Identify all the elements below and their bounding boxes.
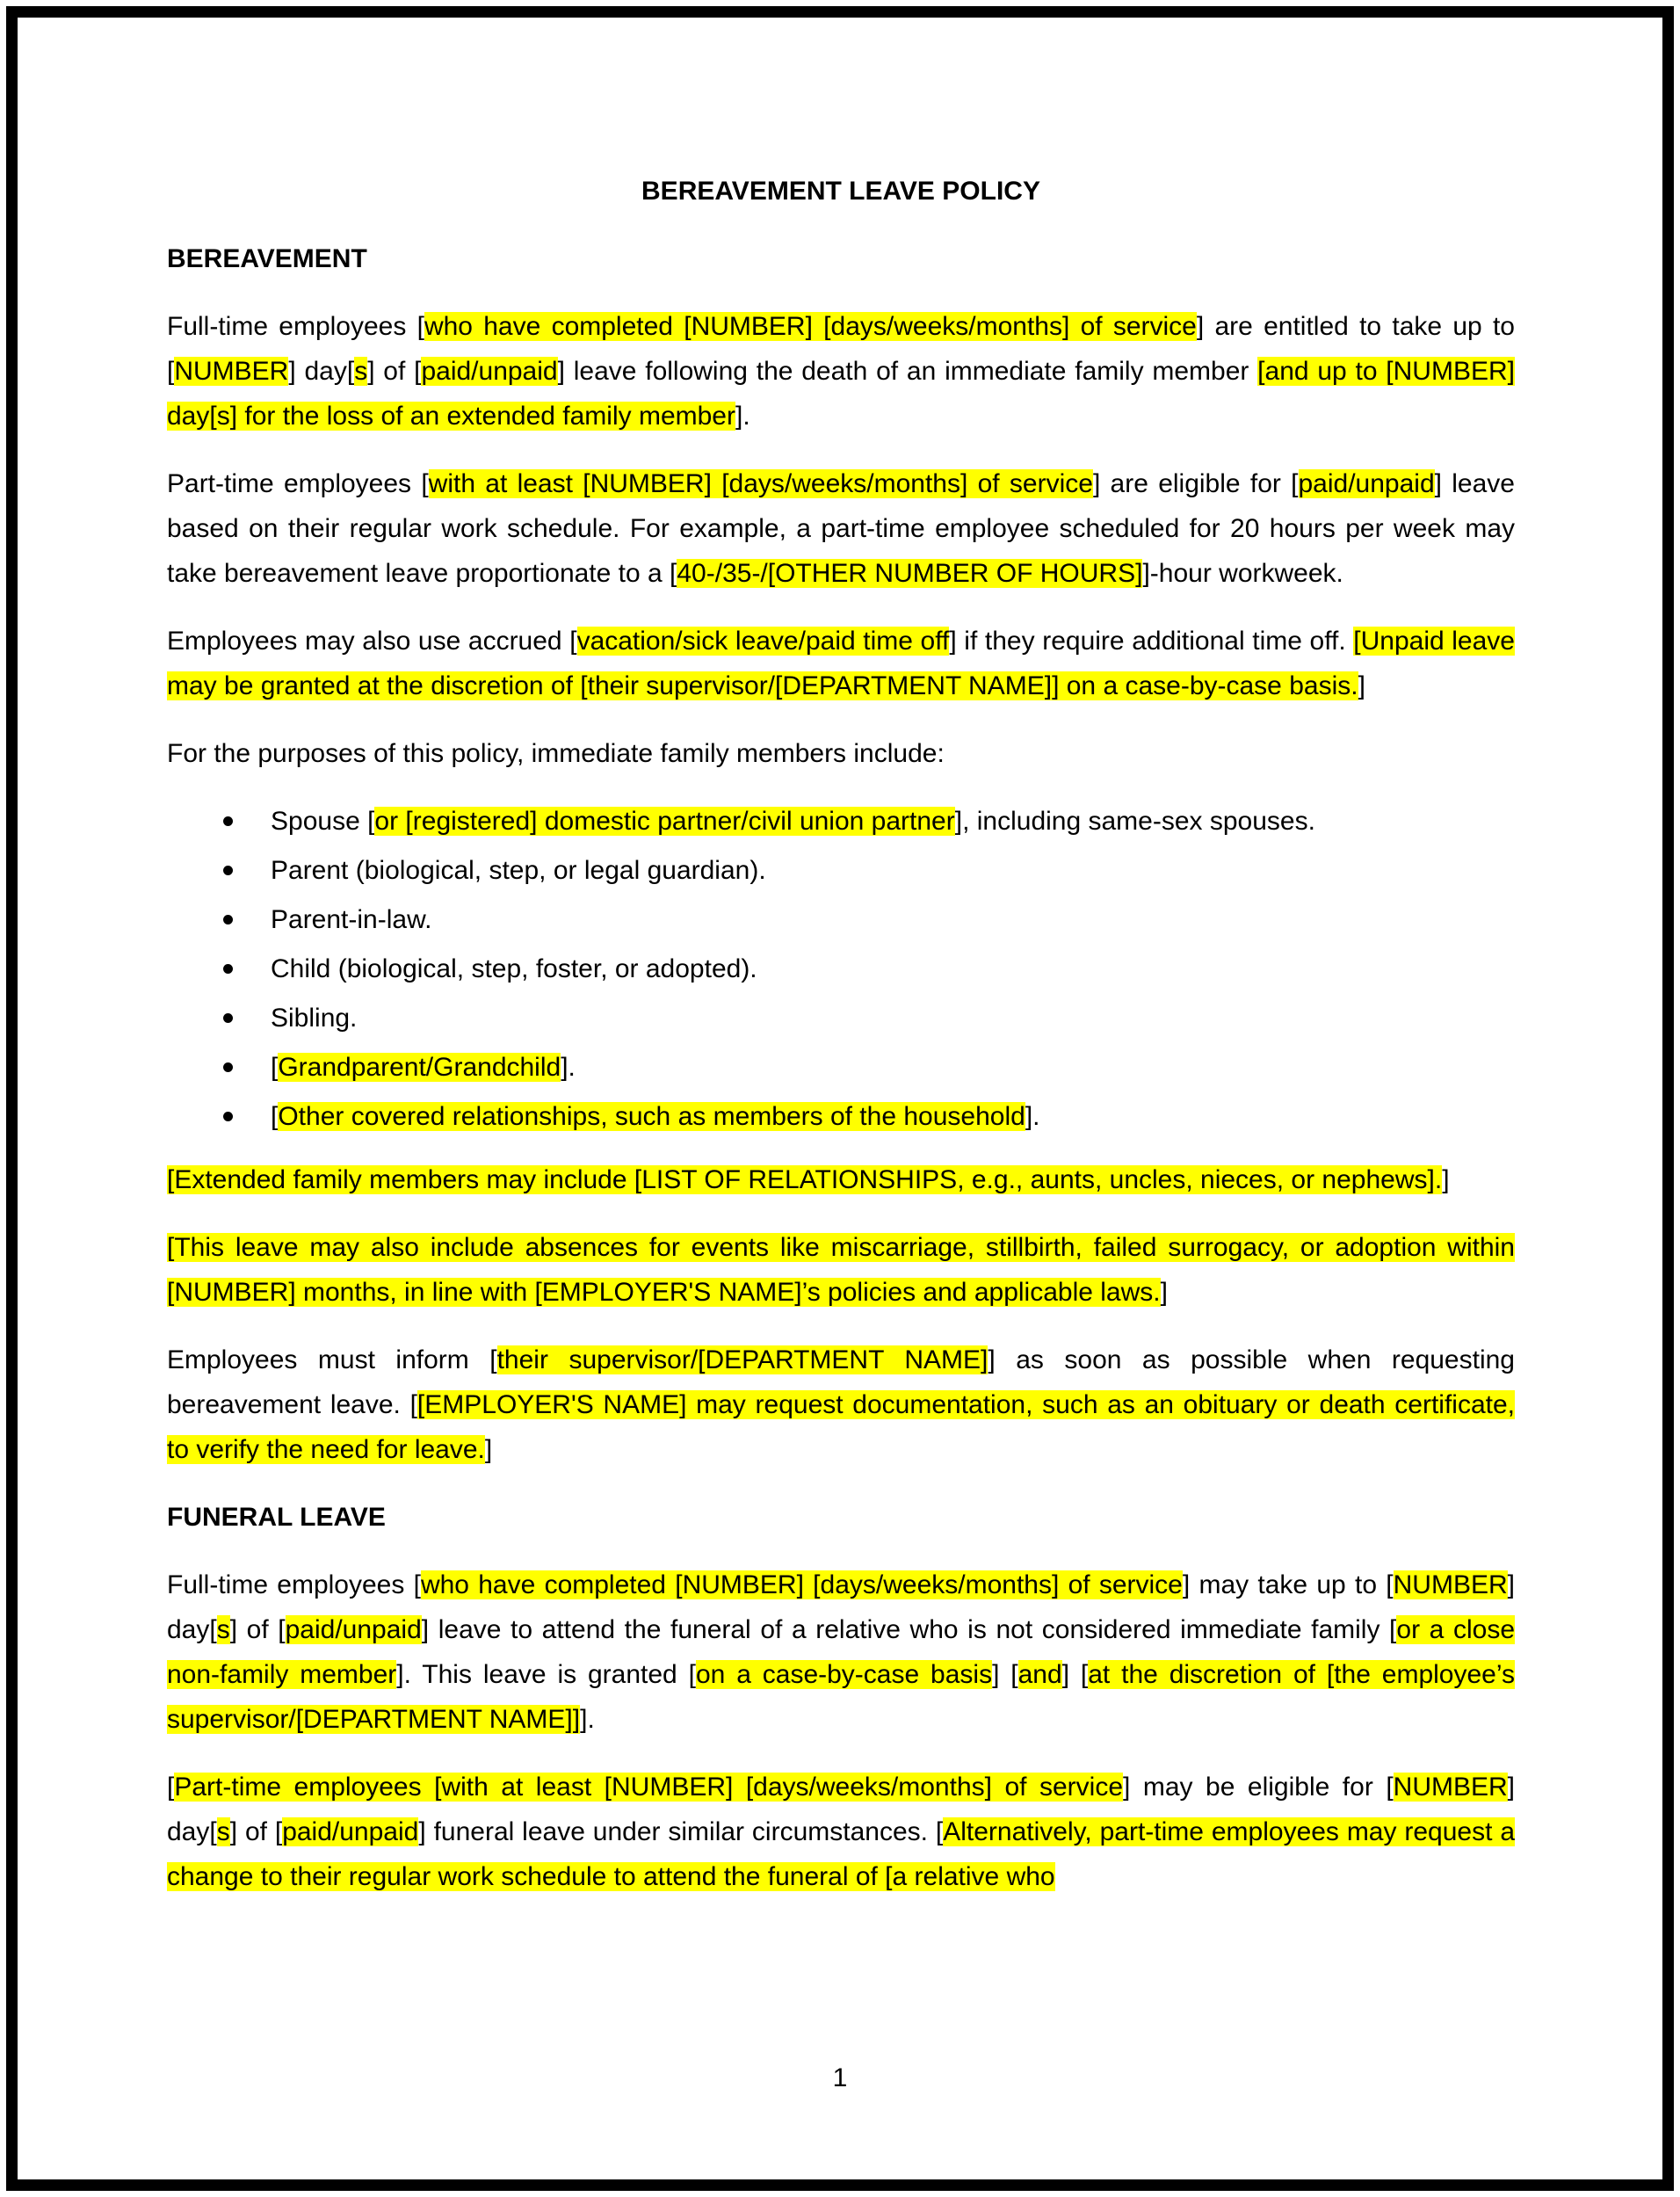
text-run: BEREAVEMENT (167, 244, 367, 273)
highlighted-placeholder: or a close non-family member (167, 1615, 1516, 1689)
highlighted-placeholder: Alternatively, part-time employees may request a change to their regular work schedule to attend the funeral of [a relative who (167, 1817, 1516, 1891)
text-run: Full-time employees [ (167, 1570, 421, 1599)
text-run: ]. (735, 402, 750, 431)
text-run: ] are entitled to take up to [ (167, 312, 1515, 386)
section-heading-bereavement (167, 236, 1515, 281)
text-run: ] if they require additional time off. (949, 627, 1354, 656)
immediate-family-list (167, 799, 1515, 1139)
text-run: ]. This leave is granted [ (396, 1660, 696, 1689)
text-run: Spouse [ (271, 807, 375, 836)
highlighted-placeholder: with at least [NUMBER] [days/weeks/months] of service (428, 469, 1093, 498)
paragraph-fulltime-entitlement (167, 304, 1515, 439)
text-run: ] as soon as possible when requesting bereavement leave. [ (167, 1345, 1515, 1419)
paragraph-miscarriage-events (167, 1225, 1515, 1315)
highlighted-placeholder: paid/unpaid (1298, 469, 1435, 498)
highlighted-placeholder: paid/unpaid (282, 1817, 419, 1846)
text-run: ] of [ (367, 357, 422, 386)
text-run: Employees may also use accrued [ (167, 627, 577, 656)
highlighted-placeholder: who have completed [NUMBER] [days/weeks/months] of service (424, 312, 1197, 341)
text-run: ] of [ (229, 1615, 286, 1644)
text-run: ] of [ (229, 1817, 283, 1846)
text-run: ] (1358, 671, 1365, 700)
highlighted-placeholder: [This leave may also include absences for events like miscarriage, stillbirth, failed surrogacy, or adoption within [NUMBER] months, in line with [EMPLOYER'S NAME]’s policies and applicable laws. (167, 1233, 1515, 1307)
text-run: ] [ (1061, 1660, 1089, 1689)
list-item (167, 1094, 1515, 1139)
list-item (167, 1045, 1515, 1090)
highlighted-placeholder: and (1017, 1660, 1062, 1689)
bullet-icon (223, 1013, 233, 1023)
paragraph-funeral-parttime (167, 1765, 1515, 1899)
page-number: 1 (832, 2063, 848, 2092)
highlighted-placeholder: s (216, 1817, 230, 1846)
text-run: ] (484, 1435, 493, 1464)
text-run: Employees must inform [ (167, 1345, 497, 1374)
paragraph-notification (167, 1338, 1515, 1472)
highlighted-placeholder: paid/unpaid (285, 1615, 422, 1644)
highlighted-placeholder: who have completed [NUMBER] [days/weeks/months] of service (420, 1570, 1183, 1599)
highlighted-placeholder: [EMPLOYER'S NAME] may request documentation, such as an obituary or death certificate, to verify the need for leave. (167, 1390, 1516, 1464)
text-run: ] leave to attend the funeral of a relative who is not considered immediate family [ (421, 1615, 1397, 1644)
highlighted-placeholder: paid/unpaid (421, 357, 558, 386)
highlighted-placeholder: vacation/sick leave/paid time off (576, 627, 950, 656)
text-run: Parent (biological, step, or legal guardian). (271, 856, 766, 885)
text-run: ] may take up to [ (1182, 1570, 1394, 1599)
text-run: ] leave based on their regular work schedule. For example, a part-time employee scheduled for 20 hours per week may take bereavement leave proportionate to a [ (167, 469, 1515, 588)
section-heading-funeral-leave (167, 1495, 1515, 1540)
highlighted-placeholder: NUMBER (1393, 1773, 1508, 1802)
text-run: Full-time employees [ (167, 312, 424, 341)
highlighted-placeholder: at the discretion of [the employee’s supervisor/[DEPARTMENT NAME]] (167, 1660, 1515, 1734)
highlighted-placeholder: s (354, 357, 368, 386)
bullet-icon (223, 816, 233, 826)
text-run: ] are eligible for [ (1092, 469, 1299, 498)
list-item (167, 996, 1515, 1040)
text-run: ] day[ (167, 1773, 1516, 1846)
text-run: ] (1442, 1165, 1450, 1194)
text-run: ] (1160, 1278, 1168, 1307)
text-run: ]. (561, 1053, 576, 1082)
list-item (167, 848, 1515, 893)
text-run: [ (167, 1773, 175, 1802)
list-item (167, 897, 1515, 942)
paragraph-accrued-leave (167, 619, 1515, 708)
list-item (167, 946, 1515, 991)
bullet-icon (223, 1112, 233, 1121)
highlighted-placeholder: their supervisor/[DEPARTMENT NAME] (496, 1345, 988, 1374)
document-title: BEREAVEMENT LEAVE POLICY (641, 177, 1040, 206)
paragraph-extended-family (167, 1157, 1515, 1202)
text-run: Child (biological, step, foster, or adopted). (271, 954, 757, 983)
text-run: ], including same-sex spouses. (954, 807, 1315, 836)
highlighted-placeholder: [and up to [NUMBER] day[s] for the loss of an extended family member (167, 357, 1515, 431)
document-body (167, 236, 1515, 1899)
highlighted-placeholder: NUMBER (174, 357, 289, 386)
text-run: ]. (1025, 1102, 1040, 1131)
bullet-icon (223, 915, 233, 924)
text-run: Part-time employees [ (167, 469, 429, 498)
text-run: ] day[ (167, 1570, 1515, 1644)
highlighted-placeholder: on a case-by-case basis (695, 1660, 993, 1689)
highlighted-placeholder: or [registered] domestic partner/civil union partner (374, 807, 955, 836)
highlighted-placeholder: [Unpaid leave may be granted at the discretion of [their supervisor/[DEPARTMENT NAME]] on a case-by-case basis. (167, 627, 1515, 700)
text-run: ] funeral leave under similar circumstances. [ (418, 1817, 944, 1846)
text-run: Sibling. (271, 1004, 358, 1033)
document-content (167, 169, 1515, 1922)
highlighted-placeholder: Grandparent/Grandchild (278, 1053, 561, 1082)
text-run: [ (271, 1053, 279, 1082)
text-run: Parent-in-law. (271, 905, 432, 934)
highlighted-placeholder: Part-time employees [with at least [NUMBER] [days/weeks/months] of service (174, 1773, 1124, 1802)
highlighted-placeholder: NUMBER (1393, 1570, 1508, 1599)
text-run: [ (271, 1102, 279, 1131)
text-run: ]-hour workweek. (1142, 559, 1343, 588)
paragraph-funeral-fulltime (167, 1563, 1515, 1742)
paragraph-parttime-eligibility (167, 461, 1515, 596)
highlighted-placeholder: [Extended family members may include [LIST OF RELATIONSHIPS, e.g., aunts, uncles, nieces, or nephews]. (167, 1165, 1443, 1194)
bullet-icon (223, 1062, 233, 1072)
bullet-icon (223, 866, 233, 875)
text-run: ] [ (992, 1660, 1018, 1689)
highlighted-placeholder: Other covered relationships, such as members of the household (278, 1102, 1025, 1131)
list-item (167, 799, 1515, 844)
paragraph-immediate-family-intro (167, 731, 1515, 776)
highlighted-placeholder: s (216, 1615, 230, 1644)
text-run: ] may be eligible for [ (1123, 1773, 1394, 1802)
bullet-icon (223, 964, 233, 974)
text-run: ] day[ (288, 357, 355, 386)
text-run: FUNERAL LEAVE (167, 1503, 386, 1532)
text-run: For the purposes of this policy, immediate family members include: (167, 739, 945, 768)
text-run: ] leave following the death of an immediate family member (557, 357, 1258, 386)
highlighted-placeholder: 40-/35-/[OTHER NUMBER OF HOURS] (677, 559, 1143, 588)
text-run: ]. (580, 1705, 595, 1734)
